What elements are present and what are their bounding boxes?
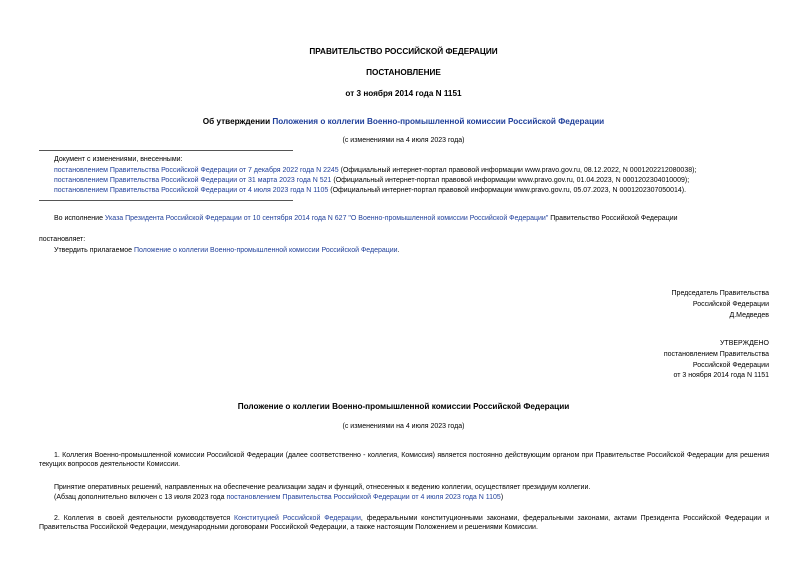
signature-name: Д.Медведев bbox=[729, 311, 769, 319]
decree-word: постановляет: bbox=[39, 236, 86, 243]
regulation-paragraph-note bbox=[54, 494, 503, 503]
approved-by: постановлением Правительства bbox=[663, 350, 769, 358]
signature-position: Председатель Правительства bbox=[671, 290, 769, 297]
preamble-prefix: Во исполнение bbox=[54, 215, 105, 222]
regulation-title: Положение о коллегии Военно-промышленной комиссии Российской Федерации bbox=[237, 402, 570, 411]
amendment-link[interactable]: постановлением Правительства Российской Федерации от 31 марта 2023 года N 521 bbox=[54, 177, 332, 184]
divider-top bbox=[39, 150, 293, 151]
approved-block bbox=[664, 340, 769, 381]
constitution-link[interactable]: Конституцией Российской Федерации bbox=[234, 515, 361, 522]
approved-label: УТВЕРЖДЕНО bbox=[719, 340, 769, 347]
amendments-intro: Документ с изменениями, внесенными: bbox=[54, 156, 183, 163]
note-prefix: (Абзац дополнительно включен с 13 июля 2023 года bbox=[54, 494, 227, 501]
amendment-item bbox=[54, 167, 696, 176]
title-prefix: Об утверждении bbox=[202, 117, 273, 126]
regulation-edition-note: (с изменениями на 4 июля 2023 года) bbox=[342, 423, 465, 430]
divider-bottom bbox=[39, 200, 293, 201]
amendment-link[interactable]: постановлением Правительства Российской Федерации от 4 июля 2023 года N 1105 bbox=[54, 187, 329, 194]
p2-suffix: , федеральными конституционными законами, федеральными законами, актами Президента Российской Федерации и Правительства Российской Федерации, международными договорами Российской Федерации, а также настоящим Положением и решениями Комиссии. bbox=[39, 515, 769, 531]
amendment-item bbox=[54, 187, 686, 196]
regulation-link[interactable]: Положение о коллегии Военно-промышленной комиссии Российской Федерации bbox=[134, 247, 398, 254]
approve-prefix: Утвердить прилагаемое bbox=[54, 247, 135, 254]
regulation-paragraph-2 bbox=[39, 515, 769, 533]
amendment-source: (Официальный интернет-портал правовой информации www.pravo.gov.ru, 05.07.2023, N 0001202307050014). bbox=[328, 187, 687, 194]
note-suffix: ) bbox=[500, 494, 504, 501]
approved-date: от 3 ноября 2014 года N 1151 bbox=[673, 372, 769, 380]
government-heading: ПРАВИТЕЛЬСТВО РОССИЙСКОЙ ФЕДЕРАЦИИ bbox=[309, 47, 498, 56]
amendment-item bbox=[54, 177, 689, 186]
note-link[interactable]: постановлением Правительства Российской Федерации от 4 июля 2023 года N 1105 bbox=[226, 494, 501, 501]
document-type: ПОСТАНОВЛЕНИЕ bbox=[366, 68, 441, 77]
document-title bbox=[0, 117, 807, 127]
document-date-number: от 3 ноября 2014 года N 1151 bbox=[345, 89, 462, 98]
signature-country: Российской Федерации bbox=[692, 300, 769, 308]
amendment-source: (Официальный интернет-портал правовой информации www.pravo.gov.ru, 08.12.2022, N 0001202212080038); bbox=[338, 167, 697, 174]
amendment-source: (Официальный интернет-портал правовой информации www.pravo.gov.ru, 01.04.2023, N 0001202304010009); bbox=[331, 177, 690, 184]
edition-note: (с изменениями на 4 июля 2023 года) bbox=[342, 137, 465, 144]
title-link[interactable]: Положения о коллегии Военно-промышленной комиссии Российской Федерации bbox=[272, 117, 605, 126]
approve-suffix: . bbox=[397, 247, 400, 254]
approve-clause bbox=[54, 247, 400, 256]
p2-prefix: 2. Коллегия в своей деятельности руководствуется bbox=[54, 515, 234, 522]
preamble bbox=[54, 215, 678, 224]
amendment-link[interactable]: постановлением Правительства Российской Федерации от 7 декабря 2022 года N 2245 bbox=[54, 167, 339, 174]
decree-link[interactable]: Указа Президента Российской Федерации от 10 сентября 2014 года N 627 "О Военно-промышленной комиссии Российской Федерации" bbox=[104, 215, 549, 222]
regulation-paragraph-1: 1. Коллегия Военно-промышленной комиссии Российской Федерации (далее соответственно - коллегия, Комиссия) является постоянно действующим органом при Правительстве Российской Федерации для решения текущих вопросов деятельности Комиссии. bbox=[39, 452, 769, 468]
signature-block bbox=[672, 290, 769, 320]
preamble-suffix: Правительство Российской Федерации bbox=[548, 215, 678, 222]
regulation-paragraph-1b: Принятие оперативных решений, направленных на обеспечение реализации задач и функций, отнесенных к ведению коллегии, осуществляет президиум коллегии. bbox=[54, 484, 591, 491]
approved-country: Российской Федерации bbox=[692, 361, 769, 369]
